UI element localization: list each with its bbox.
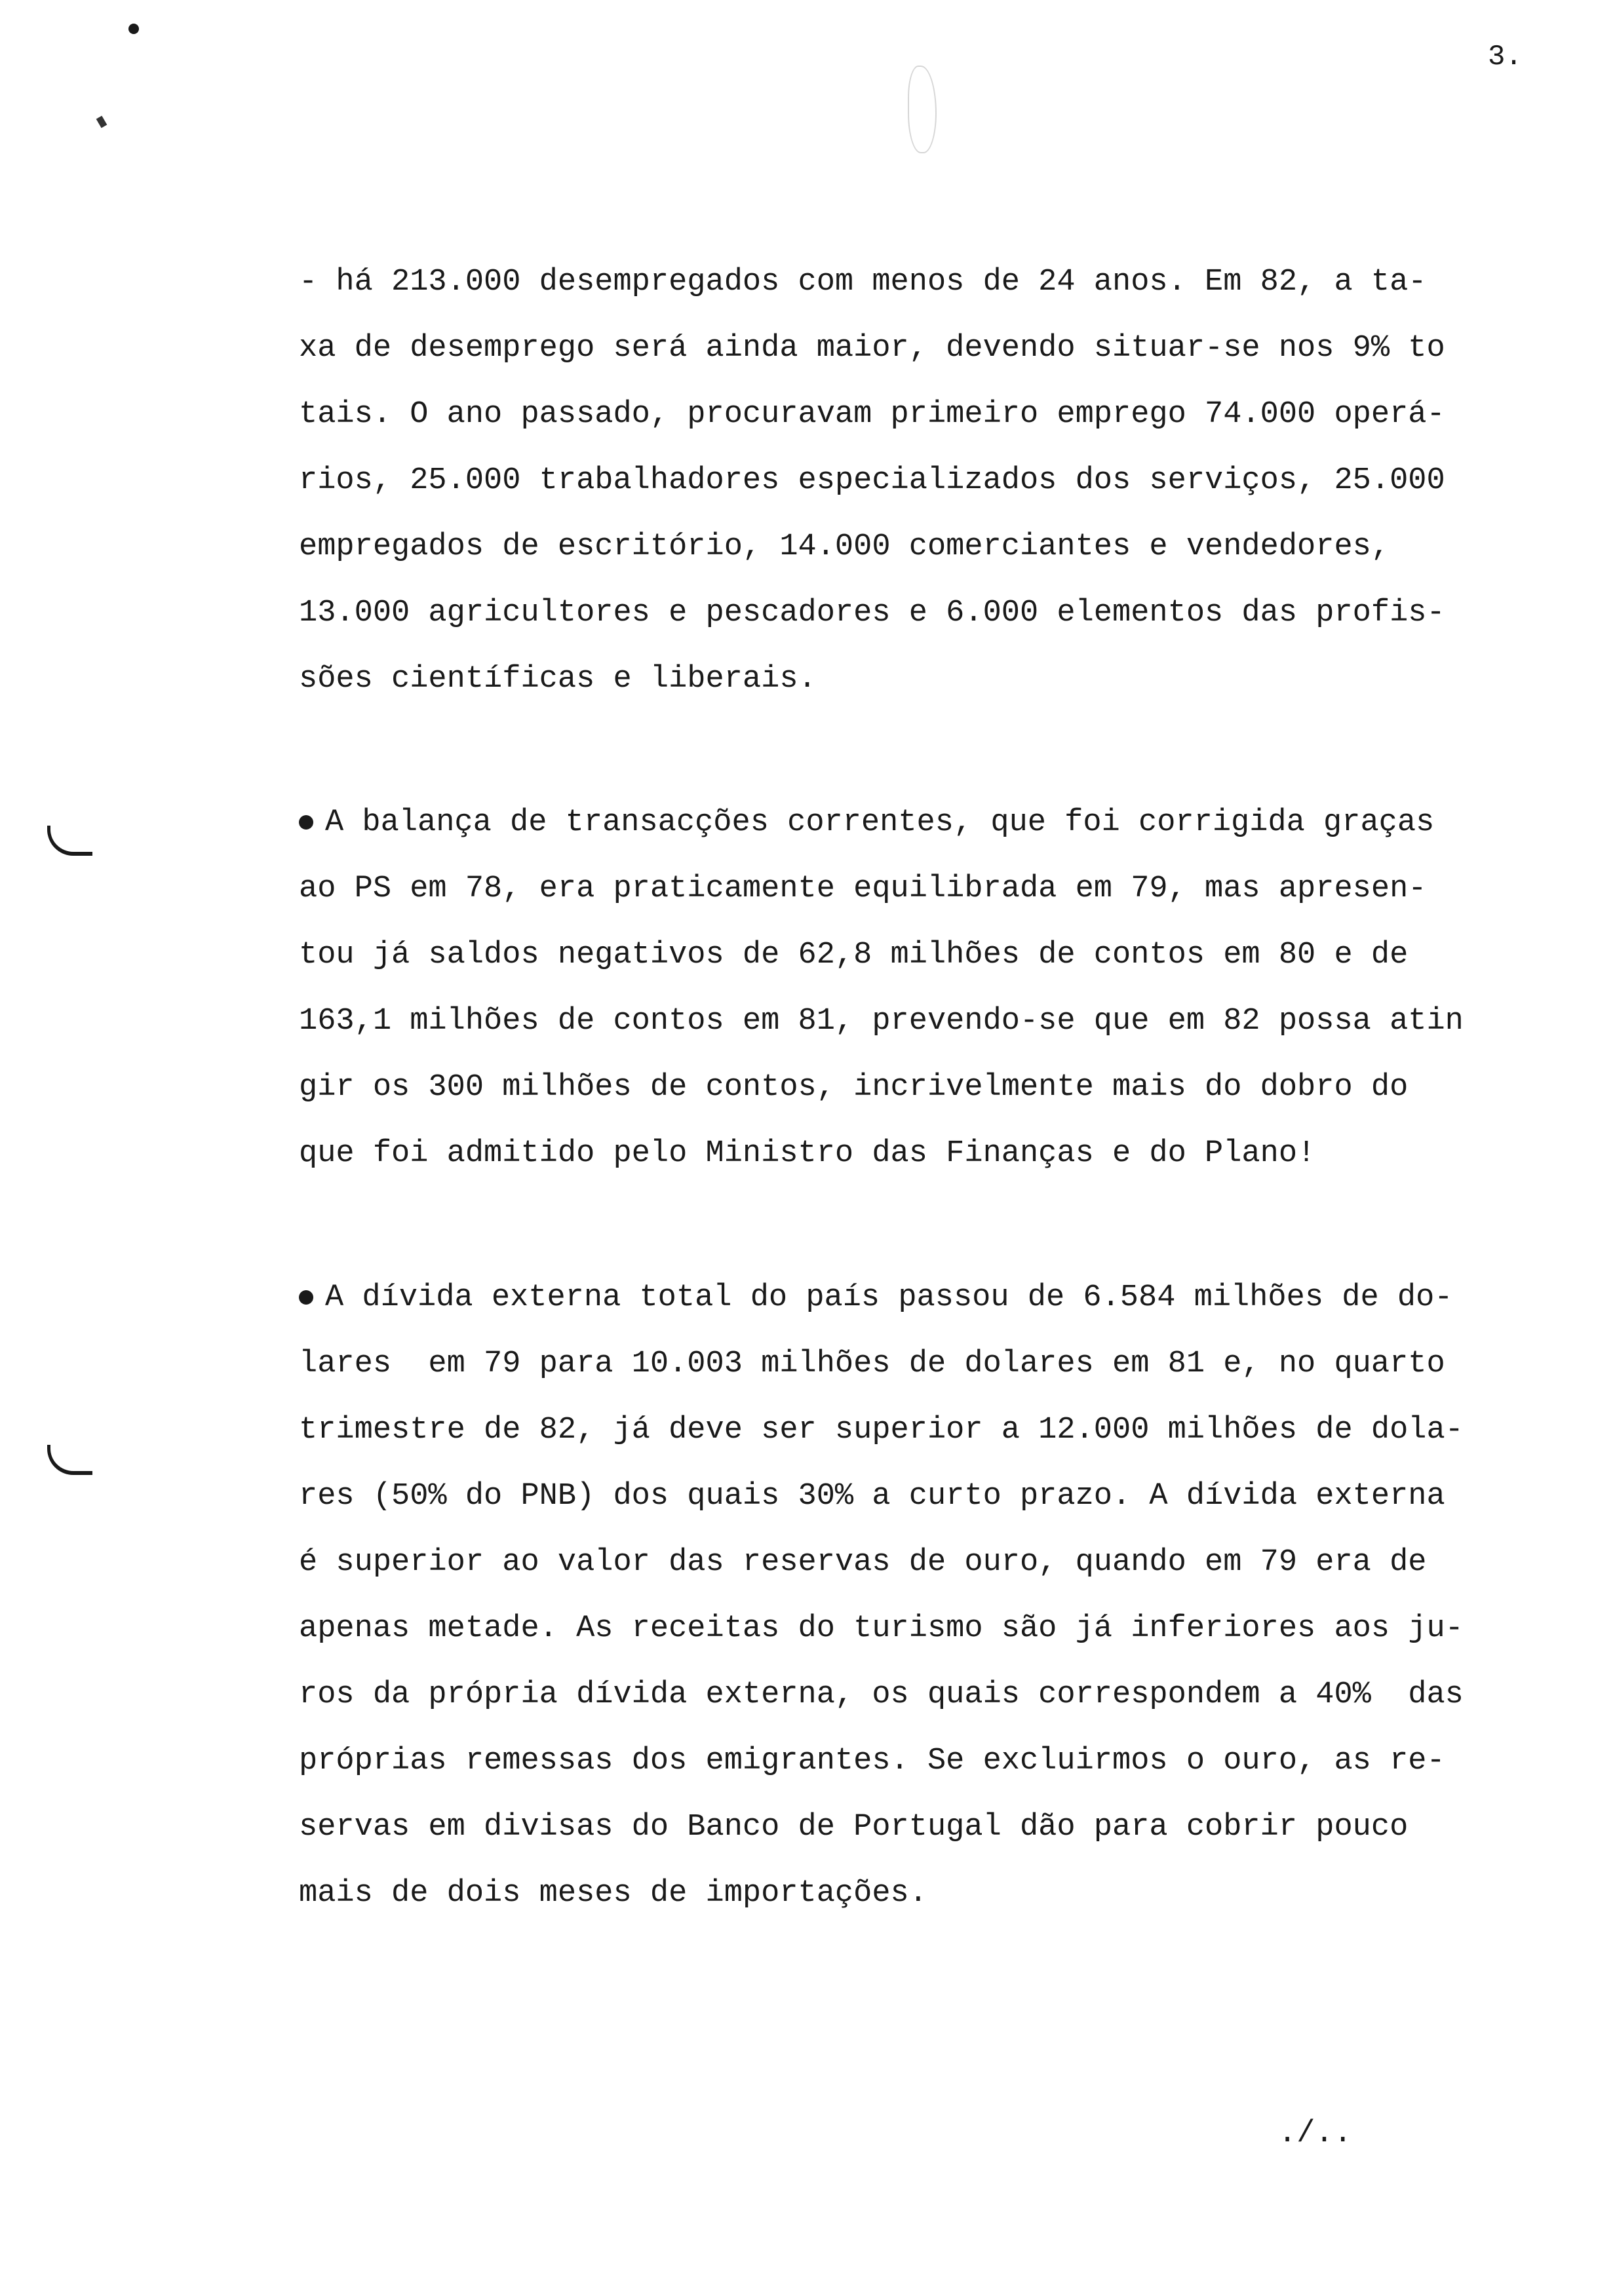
text-line: xa de desemprego será ainda maior, devendo situar-se nos 9% to [299,331,1445,366]
bullet-icon [299,815,313,830]
paragraph-balance-of-payments [299,790,1544,1187]
text-line: tais. O ano passado, procuravam primeiro emprego 74.000 operá- [299,397,1445,432]
faint-stamp [908,66,937,153]
text-line: ros da própria dívida externa, os quais correspondem a 40% das [299,1677,1464,1712]
text-line: 13.000 agricultores e pescadores e 6.000 elementos das profis- [299,596,1445,630]
page-number: 3. [1488,41,1523,73]
text-line: lares em 79 para 10.003 milhões de dolares em 81 e, no quarto [299,1347,1445,1381]
scan-tick [96,116,107,128]
paragraph-external-debt [299,1265,1544,1926]
text-line: ao PS em 78, era praticamente equilibrada em 79, mas apresen- [299,871,1427,906]
text-line: gir os 300 milhões de contos, incrivelmente mais do dobro do [299,1070,1409,1105]
text-line: trimestre de 82, já deve ser superior a 12.000 milhões de dola- [299,1413,1464,1447]
text-line-content: A balança de transacções correntes, que foi corrigida graças [325,805,1435,840]
punch-hole-mark [47,826,92,856]
text-line: servas em divisas do Banco de Portugal dão para cobrir pouco [299,1810,1409,1845]
punch-hole-mark [47,1445,92,1475]
text-line-content: A dívida externa total do país passou de 6.584 milhões de do- [325,1280,1453,1315]
continuation-mark: ./.. [1278,2116,1352,2151]
text-line: que foi admitido pelo Ministro das Finanças e do Plano! [299,1136,1316,1171]
text-line: sões científicas e liberais. [299,662,817,697]
text-line: 163,1 milhões de contos em 81, prevendo-se que em 82 possa atin [299,1004,1464,1039]
text-line: próprias remessas dos emigrantes. Se excluirmos o ouro, as re- [299,1744,1445,1778]
text-line: é superior ao valor das reservas de ouro, quando em 79 era de [299,1545,1427,1580]
text-line: tou já saldos negativos de 62,8 milhões de contos em 80 e de [299,938,1409,972]
text-line: - há 213.000 desempregados com menos de 24 anos. Em 82, a ta- [299,265,1427,299]
text-line [299,1265,1544,1331]
text-line: apenas metade. As receitas do turismo são já inferiores aos ju- [299,1611,1464,1646]
text-line: rios, 25.000 trabalhadores especializados dos serviços, 25.000 [299,463,1445,498]
text-line: mais de dois meses de importações. [299,1876,927,1911]
text-line: empregados de escritório, 14.000 comerciantes e vendedores, [299,529,1390,564]
scan-dot [128,24,139,34]
text-line [299,790,1544,856]
paragraph-unemployment [299,249,1544,712]
bullet-icon [299,1290,313,1305]
text-line: res (50% do PNB) dos quais 30% a curto prazo. A dívida externa [299,1479,1445,1514]
